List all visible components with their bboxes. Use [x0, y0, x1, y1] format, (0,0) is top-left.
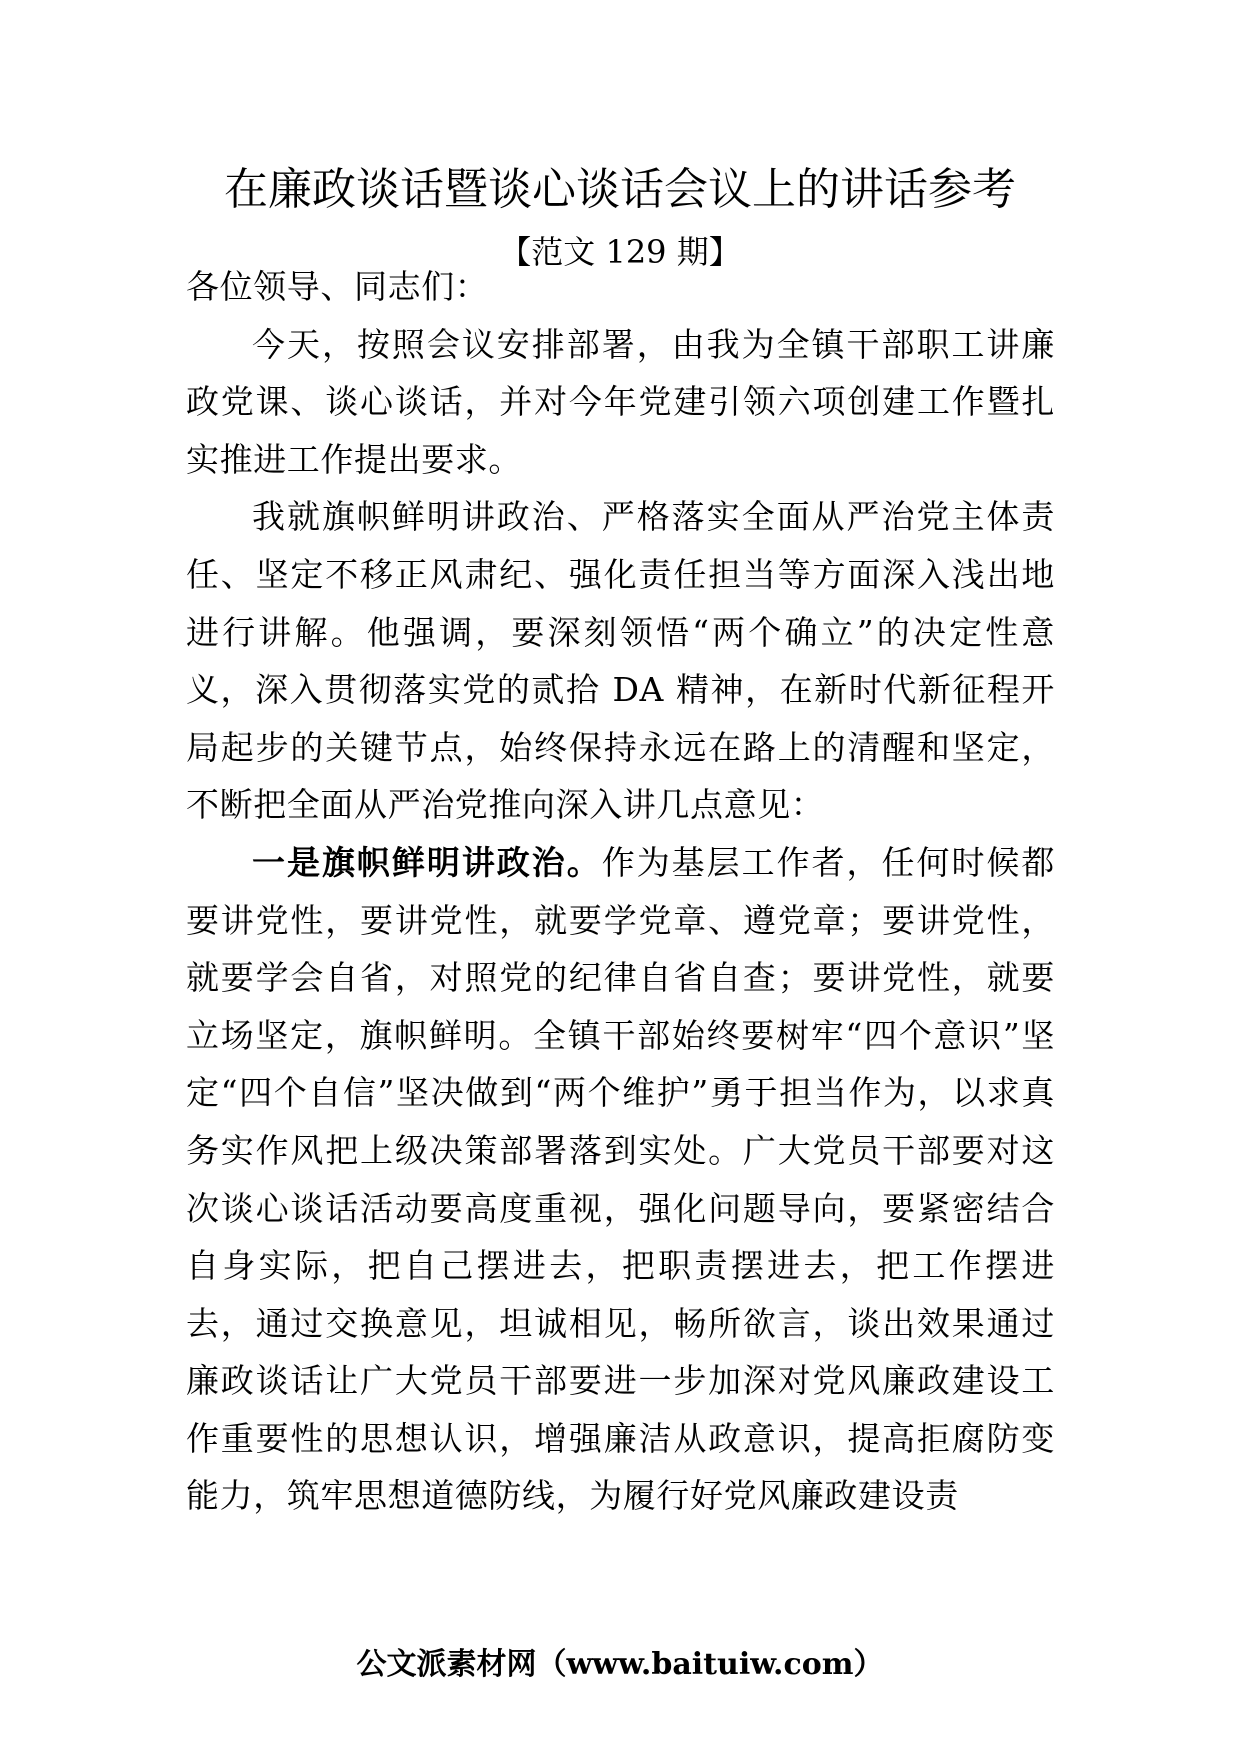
document-subtitle: 【范文 129 期】	[499, 233, 741, 271]
document-title: 在廉政谈话暨谈心谈话会议上的讲话参考	[224, 164, 1016, 215]
paragraph-2	[186, 488, 1055, 834]
paragraph-3-text: 作为基层工作者，任何时候都要讲党性，要讲党性，就要学党章、遵党章；要讲党性，就要学会自省，对照党的纪律自省自查；要讲党性，就要立场坚定，旗帜鲜明。全镇干部始终要树牢“四个意识”坚定“四个自信”坚决做到“两个维护”勇于担当作为，以求真务实作风把上级决策部署落到实处。广大党员干部要对这次谈心谈话活动要高度重视，强化问题导向，要紧密结合自身实际，把自己摆进去，把职责摆进去，把工作摆进去，通过交换意见，坦诚相见，畅所欲言，谈出效果通过廉政谈话让广大党员干部要进一步加深对党风廉政建设工作重要性的思想认识，增强廉洁从政意识，提高拒腐防变能力，筑牢思想道德防线，为履行好党风廉政建设责	[186, 842, 1056, 1516]
paragraph-2-text: 我就旗帜鲜明讲政治、严格落实全面从严治党主体责任、坚定不移正风肃纪、强化责任担当等方面深入浅出地进行讲解。他强调，要深刻领悟“两个确立”的决定性意义，深入贯彻落实党的贰拾 DA 精神，在新时代新征程开局起步的关键节点，始终保持永远在路上的清醒和坚定，不断把全面从严治党推向深入讲几点意见：	[186, 497, 1055, 825]
paragraph-1	[186, 316, 1055, 489]
paragraph-1-text: 今天，按照会议安排部署，由我为全镇干部职工讲廉政党课、谈心谈话，并对今年党建引领六项创建工作暨扎实推进工作提出要求。	[186, 324, 1055, 479]
document-body	[186, 258, 1055, 1525]
greeting: 各位领导、同志们：	[186, 267, 489, 306]
footer-watermark: 公文派素材网（www.baituiw.com）	[356, 1647, 884, 1682]
paragraph-3	[186, 834, 1055, 1525]
paragraph-3-lead: 一是旗帜鲜明讲政治。	[252, 842, 602, 882]
